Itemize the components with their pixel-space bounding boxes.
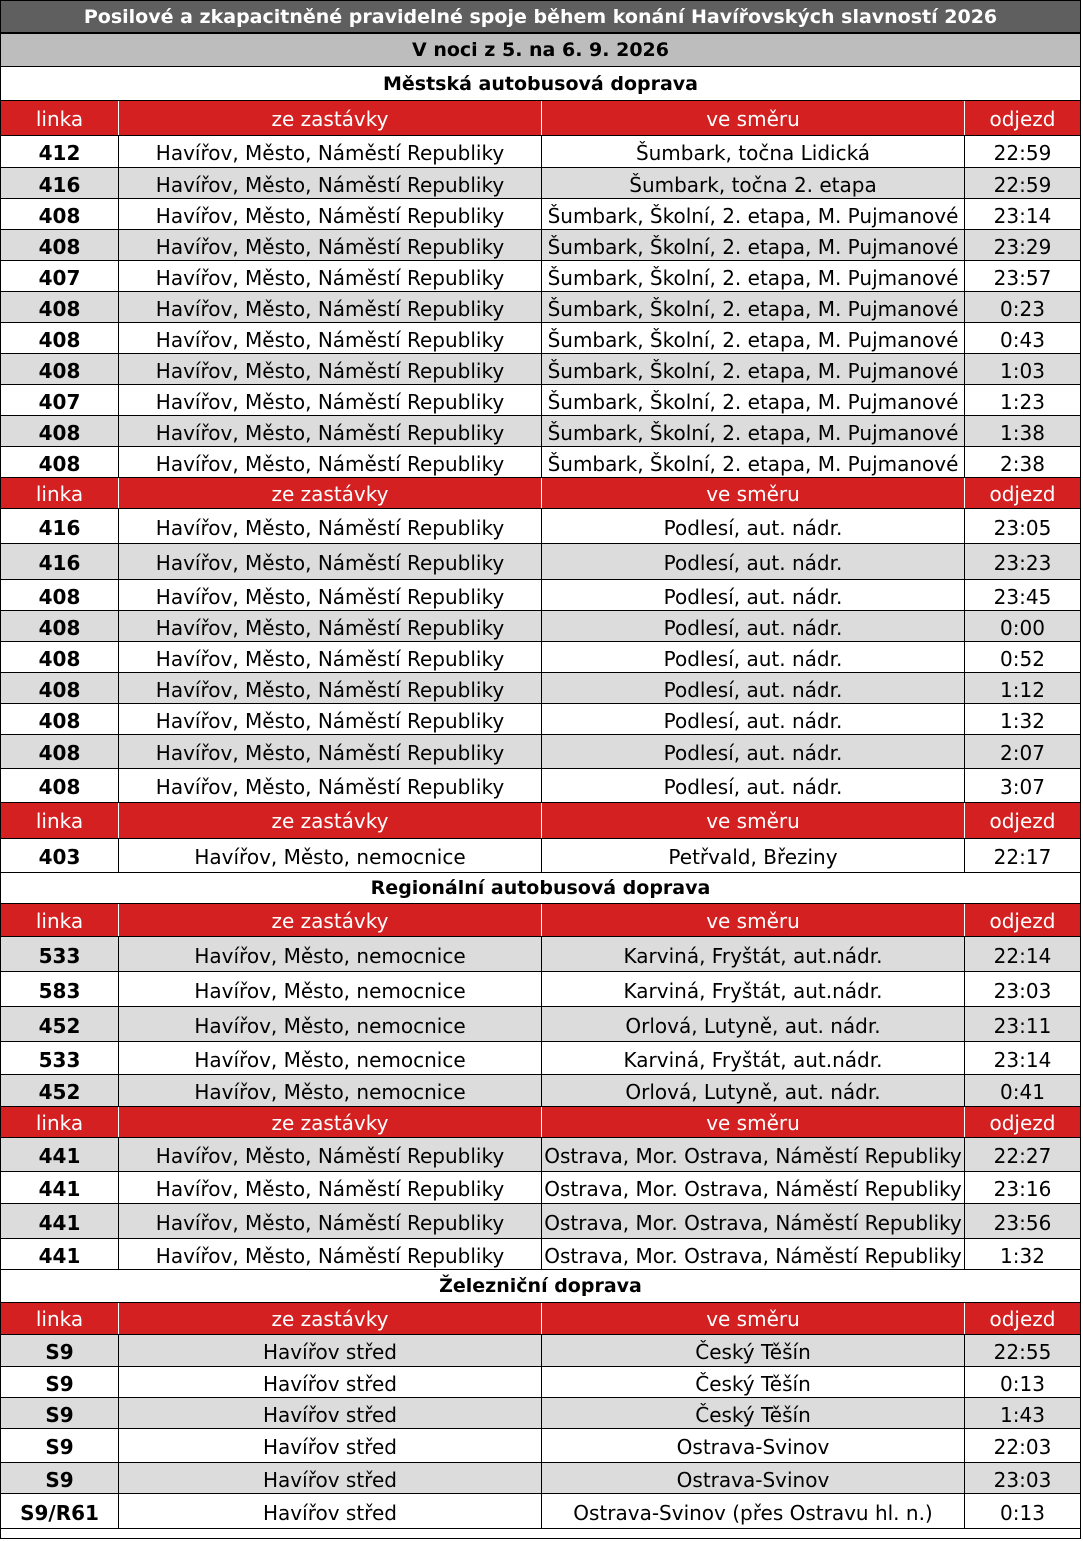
table-row (1, 261, 1080, 292)
cell-departure: 23:45 (993, 584, 1052, 609)
table-header-row (1, 1107, 1080, 1138)
cell-departure: 3:07 (1000, 775, 1045, 799)
cell-departure: 23:56 (993, 1210, 1052, 1235)
table-row (1, 292, 1080, 323)
cell-departure: 23:03 (993, 978, 1052, 1003)
cell-departure: 23:29 (993, 234, 1052, 259)
header-line: linka (1, 1107, 119, 1137)
cell-departure: 23:03 (993, 1467, 1052, 1492)
table-row (1, 735, 1080, 769)
table-row (1, 168, 1080, 199)
cell-line: 416 (1, 544, 119, 579)
cell-line: 441 (1, 1172, 119, 1203)
header-line: linka (1, 803, 119, 838)
table-row (1, 447, 1080, 478)
cell-from-stop: Havířov, Město, Náměstí Republiky (119, 1204, 542, 1238)
cell-from-stop: Havířov, Město, Náměstí Republiky (119, 323, 542, 353)
cell-direction: Podlesí, aut. nádr. (542, 544, 965, 579)
cell-from-stop: Havířov, Město, Náměstí Republiky (119, 580, 542, 610)
cell-from-stop: Havířov, Město, Náměstí Republiky (119, 447, 542, 477)
header-direction: ve směru (542, 1107, 965, 1137)
cell-line: 408 (1, 292, 119, 322)
cell-direction: Podlesí, aut. nádr. (542, 735, 965, 768)
timetable-date: V noci z 5. na 6. 9. 2026 (1, 33, 1080, 67)
cell-from-stop: Havířov, Město, Náměstí Republiky (119, 769, 542, 802)
cell-direction: Ostrava-Svinov (přes Ostravu hl. n.) (542, 1494, 965, 1528)
cell-direction: Šumbark, Školní, 2. etapa, M. Pujmanové (542, 354, 965, 384)
cell-direction: Ostrava, Mor. Ostrava, Náměstí Republiky (542, 1204, 965, 1238)
cell-direction: Orlová, Lutyně, aut. nádr. (542, 1075, 965, 1106)
cell-line: 416 (1, 509, 119, 543)
header-direction: ve směru (542, 101, 965, 135)
cell-direction: Karviná, Fryštát, aut.nádr. (542, 972, 965, 1006)
cell-departure: 0:23 (1000, 296, 1045, 321)
cell-from-stop: Havířov, Město, Náměstí Republiky (119, 735, 542, 768)
cell-direction: Podlesí, aut. nádr. (542, 642, 965, 672)
table-row (1, 1007, 1080, 1042)
table-row (1, 611, 1080, 642)
cell-from-stop: Havířov střed (119, 1398, 542, 1428)
cell-from-stop: Havířov, Město, Náměstí Republiky (119, 673, 542, 703)
cell-from-stop: Havířov střed (119, 1335, 542, 1366)
cell-direction: Český Těšín (542, 1367, 965, 1397)
cell-line: 583 (1, 972, 119, 1006)
cell-direction: Karviná, Fryštát, aut.nádr. (542, 1042, 965, 1074)
header-direction: ve směru (542, 803, 965, 838)
cell-from-stop: Havířov, Město, Náměstí Republiky (119, 230, 542, 260)
cell-line: 441 (1, 1239, 119, 1269)
cell-line: S9/R61 (1, 1494, 119, 1528)
cell-from-stop: Havířov, Město, Náměstí Republiky (119, 1138, 542, 1171)
cell-from-stop: Havířov, Město, Náměstí Republiky (119, 642, 542, 672)
cell-direction: Podlesí, aut. nádr. (542, 704, 965, 734)
timetable-body (1, 67, 1080, 1529)
cell-from-stop: Havířov, Město, Náměstí Republiky (119, 199, 542, 229)
cell-from-stop: Havířov, Město, Náměstí Republiky (119, 354, 542, 384)
cell-departure: 23:05 (993, 515, 1052, 540)
cell-departure: 1:38 (1000, 420, 1045, 445)
header-line: linka (1, 904, 119, 936)
table-row (1, 1042, 1080, 1075)
cell-line: 408 (1, 735, 119, 768)
header-departure: odjezd (989, 106, 1056, 131)
table-row (1, 1075, 1080, 1107)
table-header-row (1, 1303, 1080, 1335)
cell-line: S9 (1, 1335, 119, 1366)
cell-from-stop: Havířov střed (119, 1429, 542, 1462)
header-departure: odjezd (989, 481, 1056, 506)
header-departure: odjezd (989, 908, 1056, 933)
cell-departure: 23:11 (993, 1013, 1052, 1038)
cell-from-stop: Havířov, Město, Náměstí Republiky (119, 509, 542, 543)
cell-departure: 0:41 (1000, 1080, 1045, 1104)
table-row (1, 1204, 1080, 1239)
table-row (1, 1367, 1080, 1398)
cell-line: 407 (1, 385, 119, 415)
cell-direction: Ostrava, Mor. Ostrava, Náměstí Republiky (542, 1172, 965, 1203)
cell-direction: Karviná, Fryštát, aut.nádr. (542, 937, 965, 971)
table-row (1, 1172, 1080, 1204)
cell-departure: 0:52 (1000, 646, 1045, 671)
cell-from-stop: Havířov, Město, Náměstí Republiky (119, 1172, 542, 1203)
cell-line: 408 (1, 580, 119, 610)
cell-line: 408 (1, 642, 119, 672)
header-direction: ve směru (542, 1303, 965, 1334)
cell-direction: Šumbark, točna Lidická (542, 136, 965, 167)
table-header-row (1, 101, 1080, 136)
cell-departure: 22:27 (993, 1144, 1052, 1168)
cell-departure: 0:13 (1000, 1371, 1045, 1396)
cell-direction: Šumbark, Školní, 2. etapa, M. Pujmanové (542, 292, 965, 322)
cell-from-stop: Havířov, Město, Náměstí Republiky (119, 416, 542, 446)
header-from-stop: ze zastávky (119, 101, 542, 135)
cell-direction: Šumbark, Školní, 2. etapa, M. Pujmanové (542, 230, 965, 260)
cell-direction: Ostrava, Mor. Ostrava, Náměstí Republiky (542, 1239, 965, 1269)
table-row (1, 385, 1080, 416)
cell-from-stop: Havířov, Město, nemocnice (119, 1007, 542, 1041)
cell-line: 408 (1, 611, 119, 641)
section-title: Železniční doprava (1, 1270, 1080, 1303)
cell-direction: Ostrava-Svinov (542, 1429, 965, 1462)
cell-line: 408 (1, 769, 119, 802)
table-header-row (1, 478, 1080, 509)
cell-direction: Šumbark, Školní, 2. etapa, M. Pujmanové (542, 385, 965, 415)
cell-direction: Podlesí, aut. nádr. (542, 611, 965, 641)
cell-line: S9 (1, 1398, 119, 1428)
table-row (1, 1398, 1080, 1429)
cell-from-stop: Havířov, Město, Náměstí Republiky (119, 292, 542, 322)
cell-line: S9 (1, 1429, 119, 1462)
cell-departure: 23:57 (993, 265, 1052, 290)
cell-line: 407 (1, 261, 119, 291)
header-from-stop: ze zastávky (119, 803, 542, 838)
table-row (1, 509, 1080, 544)
header-from-stop: ze zastávky (119, 904, 542, 936)
cell-departure: 23:16 (993, 1177, 1052, 1201)
cell-direction: Šumbark, Školní, 2. etapa, M. Pujmanové (542, 261, 965, 291)
table-row (1, 673, 1080, 704)
cell-from-stop: Havířov, Město, nemocnice (119, 972, 542, 1006)
table-row (1, 769, 1080, 803)
table-row (1, 1463, 1080, 1494)
cell-departure: 1:32 (1000, 1243, 1045, 1268)
timetable-title: Posilové a zkapacitněné pravidelné spoje během konání Havířovských slavností 2026 (1, 1, 1080, 33)
cell-line: 408 (1, 447, 119, 477)
cell-direction: Šumbark, Školní, 2. etapa, M. Pujmanové (542, 199, 965, 229)
table-row (1, 323, 1080, 354)
cell-direction: Šumbark, Školní, 2. etapa, M. Pujmanové (542, 323, 965, 353)
table-row (1, 642, 1080, 673)
cell-direction: Český Těšín (542, 1335, 965, 1366)
cell-from-stop: Havířov, Město, Náměstí Republiky (119, 544, 542, 579)
table-row (1, 580, 1080, 611)
table-row (1, 937, 1080, 972)
cell-from-stop: Havířov, Město, nemocnice (119, 937, 542, 971)
header-line: linka (1, 101, 119, 135)
header-from-stop: ze zastávky (119, 478, 542, 508)
cell-line: 408 (1, 416, 119, 446)
cell-departure: 1:03 (1000, 358, 1045, 383)
table-row (1, 839, 1080, 873)
table-row (1, 230, 1080, 261)
cell-line: 533 (1, 937, 119, 971)
cell-departure: 1:43 (1000, 1402, 1045, 1427)
cell-departure: 22:14 (993, 943, 1052, 968)
header-departure: odjezd (989, 1110, 1056, 1135)
cell-from-stop: Havířov, Město, Náměstí Republiky (119, 704, 542, 734)
cell-direction: Podlesí, aut. nádr. (542, 580, 965, 610)
cell-direction: Český Těšín (542, 1398, 965, 1428)
cell-line: 412 (1, 136, 119, 167)
cell-direction: Ostrava, Mor. Ostrava, Náměstí Republiky (542, 1138, 965, 1171)
cell-departure: 1:32 (1000, 708, 1045, 733)
cell-from-stop: Havířov, Město, Náměstí Republiky (119, 168, 542, 198)
header-from-stop: ze zastávky (119, 1303, 542, 1334)
cell-departure: 23:14 (993, 203, 1052, 228)
cell-from-stop: Havířov střed (119, 1463, 542, 1493)
cell-line: 408 (1, 354, 119, 384)
cell-from-stop: Havířov, Město, nemocnice (119, 1075, 542, 1106)
cell-departure: 23:14 (993, 1047, 1052, 1072)
cell-departure: 22:03 (993, 1435, 1052, 1459)
cell-departure: 1:12 (1000, 677, 1045, 702)
cell-line: 408 (1, 199, 119, 229)
cell-direction: Šumbark, točna 2. etapa (542, 168, 965, 198)
cell-line: 441 (1, 1204, 119, 1238)
table-row (1, 704, 1080, 735)
table-row (1, 1494, 1080, 1529)
header-from-stop: ze zastávky (119, 1107, 542, 1137)
cell-direction: Orlová, Lutyně, aut. nádr. (542, 1007, 965, 1041)
header-direction: ve směru (542, 904, 965, 936)
cell-from-stop: Havířov střed (119, 1494, 542, 1528)
cell-departure: 22:55 (993, 1340, 1052, 1364)
cell-line: S9 (1, 1367, 119, 1397)
cell-departure: 1:23 (1000, 389, 1045, 414)
table-row (1, 1138, 1080, 1172)
table-row (1, 1429, 1080, 1463)
cell-from-stop: Havířov, Město, nemocnice (119, 839, 542, 872)
cell-direction: Šumbark, Školní, 2. etapa, M. Pujmanové (542, 447, 965, 477)
table-row (1, 972, 1080, 1007)
cell-line: 408 (1, 704, 119, 734)
cell-from-stop: Havířov střed (119, 1367, 542, 1397)
cell-departure: 0:13 (1000, 1500, 1045, 1525)
table-header-row (1, 904, 1080, 937)
table-header-row (1, 803, 1080, 839)
section-title: Regionální autobusová doprava (1, 873, 1080, 904)
table-row (1, 136, 1080, 168)
table-row (1, 199, 1080, 230)
header-line: linka (1, 1303, 119, 1334)
header-direction: ve směru (542, 478, 965, 508)
cell-departure: 23:23 (993, 551, 1052, 575)
cell-line: 533 (1, 1042, 119, 1074)
cell-from-stop: Havířov, Město, Náměstí Republiky (119, 261, 542, 291)
cell-line: 403 (1, 839, 119, 872)
cell-direction: Podlesí, aut. nádr. (542, 769, 965, 802)
cell-from-stop: Havířov, Město, Náměstí Republiky (119, 611, 542, 641)
cell-from-stop: Havířov, Město, Náměstí Republiky (119, 1239, 542, 1269)
cell-from-stop: Havířov, Město, Náměstí Republiky (119, 385, 542, 415)
cell-departure: 22:59 (993, 172, 1052, 197)
table-row (1, 544, 1080, 580)
table-row (1, 354, 1080, 385)
cell-departure: 0:43 (1000, 327, 1045, 352)
cell-departure: 2:38 (1000, 451, 1045, 476)
cell-direction: Šumbark, Školní, 2. etapa, M. Pujmanové (542, 416, 965, 446)
cell-direction: Podlesí, aut. nádr. (542, 509, 965, 543)
cell-line: 408 (1, 323, 119, 353)
header-line: linka (1, 478, 119, 508)
cell-line: 408 (1, 673, 119, 703)
cell-departure: 0:00 (1000, 615, 1045, 640)
table-row (1, 1335, 1080, 1367)
cell-line: 452 (1, 1007, 119, 1041)
table-row (1, 416, 1080, 447)
cell-line: 408 (1, 230, 119, 260)
cell-departure: 2:07 (1000, 741, 1045, 765)
cell-line: 416 (1, 168, 119, 198)
cell-direction: Podlesí, aut. nádr. (542, 673, 965, 703)
cell-departure: 22:17 (993, 845, 1052, 869)
cell-from-stop: Havířov, Město, Náměstí Republiky (119, 136, 542, 167)
section-title: Městská autobusová doprava (1, 67, 1080, 101)
cell-departure: 22:59 (993, 141, 1052, 165)
cell-line: 452 (1, 1075, 119, 1106)
cell-line: S9 (1, 1463, 119, 1493)
table-row (1, 1239, 1080, 1270)
cell-direction: Petřvald, Březiny (542, 839, 965, 872)
cell-line: 441 (1, 1138, 119, 1171)
header-departure: odjezd (989, 1307, 1056, 1331)
cell-direction: Ostrava-Svinov (542, 1463, 965, 1493)
cell-from-stop: Havířov, Město, nemocnice (119, 1042, 542, 1074)
header-departure: odjezd (989, 809, 1056, 833)
